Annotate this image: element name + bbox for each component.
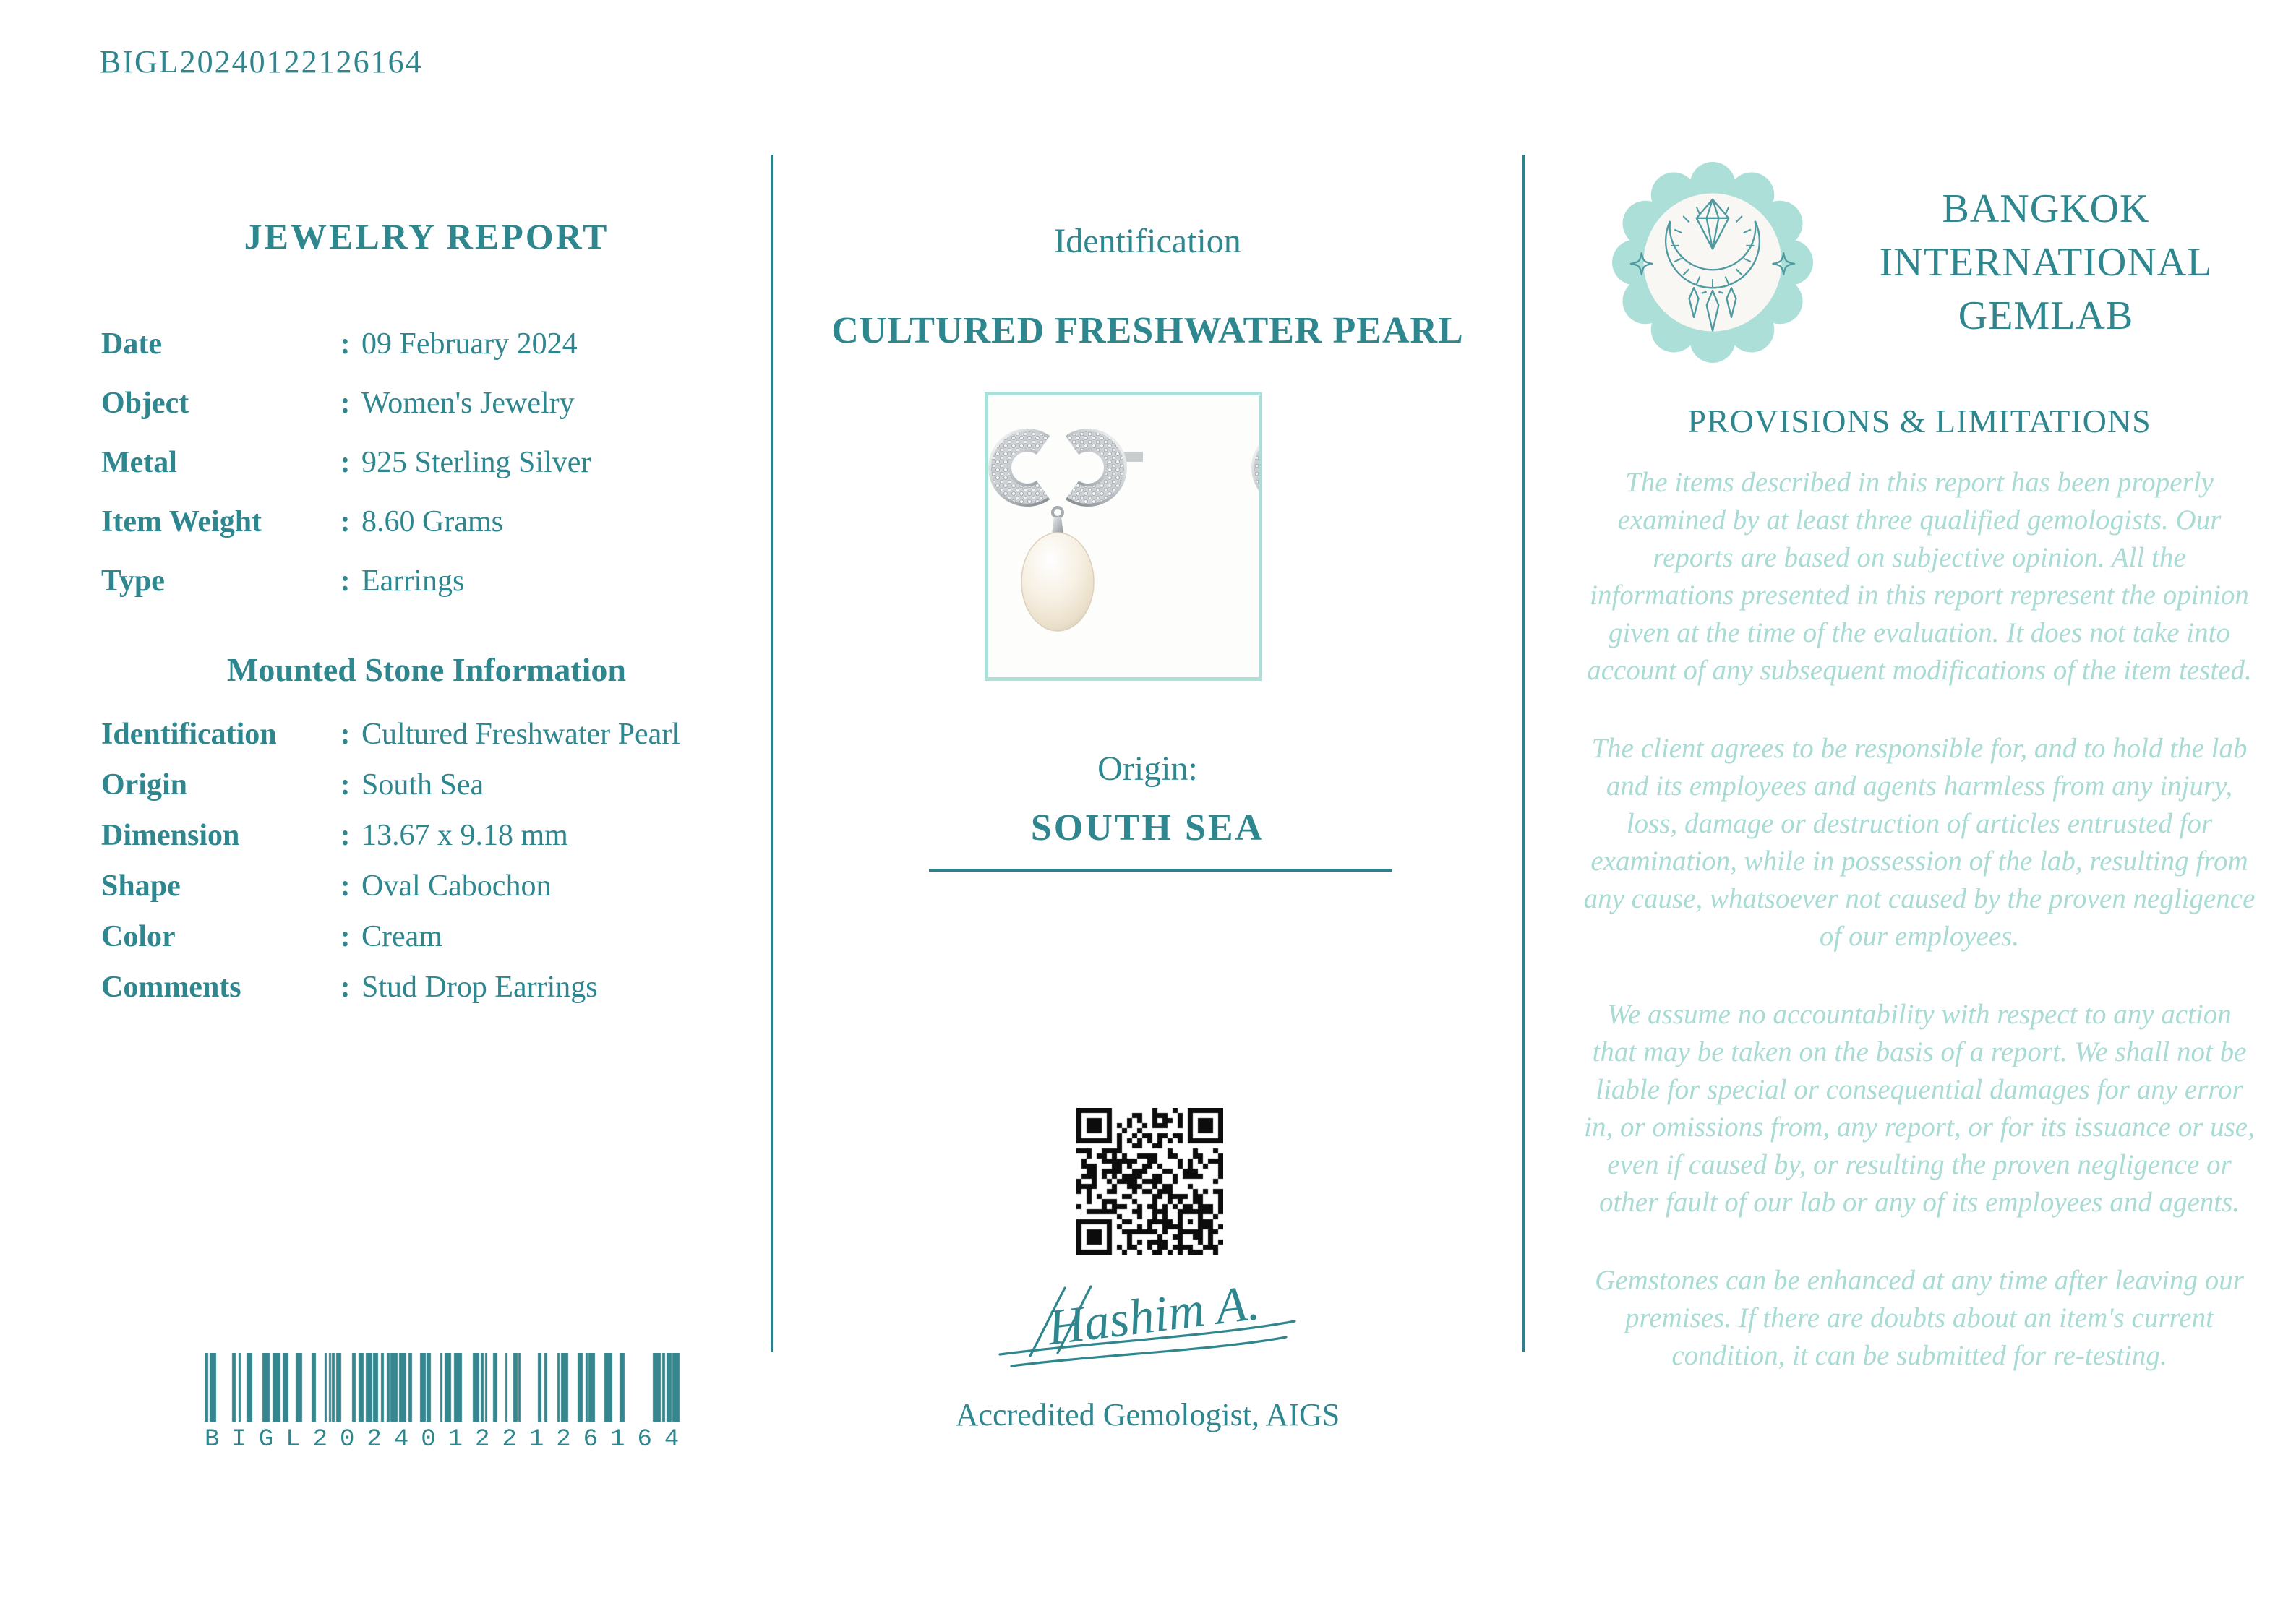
lab-name-line: GEMLAB xyxy=(1958,293,2134,338)
identification-result: CULTURED FRESHWATER PEARL xyxy=(831,310,1464,351)
field-colon: : xyxy=(340,819,351,852)
accredited-gemologist-line: Accredited Gemologist, AIGS xyxy=(955,1397,1340,1432)
field-row-origin xyxy=(101,768,766,802)
lab-name-line: INTERNATIONAL xyxy=(1879,240,2213,285)
qr-code xyxy=(1076,1108,1223,1255)
origin-value: SOUTH SEA xyxy=(1030,807,1265,848)
pearl-earrings-photo xyxy=(988,395,1259,677)
provisions-paragraphs xyxy=(1583,464,2256,1415)
lab-name xyxy=(1822,182,2270,343)
qr-canvas xyxy=(1076,1108,1223,1255)
field-colon: : xyxy=(340,505,351,538)
field-colon: : xyxy=(340,920,351,953)
origin-label: Origin: xyxy=(1097,749,1198,788)
field-colon: : xyxy=(340,768,351,802)
provision-paragraph: Gemstones can be enhanced at any time after leaving our premises. If there are doubts about an item's current condition, it can be submitted for re-testing. xyxy=(1595,1265,2244,1371)
item-fields xyxy=(101,327,766,623)
field-value: 8.60 Grams xyxy=(361,505,503,538)
field-row-shape xyxy=(101,869,766,903)
lab-name-line: BANGKOK xyxy=(1942,186,2150,231)
jewelry-photo-frame xyxy=(985,392,1262,681)
field-row-color xyxy=(101,919,766,954)
field-value: Cream xyxy=(361,920,442,953)
field-label: Origin xyxy=(101,768,188,802)
field-colon: : xyxy=(340,564,351,598)
provision-paragraph: The items described in this report has been properly examined by at least three qualified gemologists. Our reports are based on subjective opinion. All the informations presented in this report represent the opinion given at the time of the evaluation. It does not take into account of any subsequent modifications of the item tested. xyxy=(1587,467,2252,686)
field-colon: : xyxy=(340,971,351,1004)
field-value: 13.67 x 9.18 mm xyxy=(361,819,568,852)
jewelry-report-title: JEWELRY REPORT xyxy=(244,216,609,257)
report-number: BIGL20240122126164 xyxy=(100,44,423,80)
field-row-date xyxy=(101,327,766,361)
field-row-type xyxy=(101,564,766,598)
field-colon: : xyxy=(340,327,351,361)
barcode xyxy=(205,1353,692,1453)
field-label: Object xyxy=(101,387,189,420)
barcode-text: BIGL20240122126164 xyxy=(205,1426,692,1453)
field-label: Dimension xyxy=(101,819,240,852)
provisions-heading: PROVISIONS & LIMITATIONS xyxy=(1687,403,2151,439)
field-value: 925 Sterling Silver xyxy=(361,446,591,479)
field-label: Item Weight xyxy=(101,505,262,538)
field-row-dimension xyxy=(101,818,766,853)
field-label: Comments xyxy=(101,971,241,1004)
field-colon: : xyxy=(340,387,351,420)
field-value: Cultured Freshwater Pearl xyxy=(361,718,680,751)
origin-underline xyxy=(929,869,1392,872)
signature-text: Hashim A. xyxy=(1044,1274,1263,1357)
field-value: 09 February 2024 xyxy=(361,327,578,361)
provision-paragraph: We assume no accountability with respect to any action that may be taken on the basis of a report. We shall not be liable for special or consequential damages for any error in, or omissions from, any report, or for its issuance or use, even if caused by, or resulting the proven negligence or other fault of our lab or any of its employees and agents. xyxy=(1584,999,2255,1218)
field-value: Women's Jewelry xyxy=(361,387,575,420)
field-label: Shape xyxy=(101,869,181,903)
provision-paragraph: The client agrees to be responsible for, and to hold the lab and its employees and agents harmless from any injury, loss, damage or destruction of articles entrusted for examination, while in possession of the lab, resulting from any cause, whatsoever not caused by the proven negligence of our employees. xyxy=(1583,733,2256,952)
field-row-object xyxy=(101,386,766,421)
field-label: Color xyxy=(101,920,176,953)
field-label: Date xyxy=(101,327,162,361)
field-row-identification xyxy=(101,717,766,752)
field-label: Type xyxy=(101,564,165,598)
field-colon: : xyxy=(340,446,351,479)
gemlab-logo-icon xyxy=(1612,162,1813,363)
field-label: Metal xyxy=(101,446,177,479)
gemologist-signature xyxy=(980,1269,1316,1393)
field-row-comments xyxy=(101,970,766,1005)
mounted-stone-heading: Mounted Stone Information xyxy=(226,651,627,688)
column-divider-right xyxy=(1522,155,1525,1352)
field-value: Stud Drop Earrings xyxy=(361,971,598,1004)
field-colon: : xyxy=(340,718,351,751)
identification-section-title: Identification xyxy=(1054,222,1241,260)
field-value: Oval Cabochon xyxy=(361,869,552,903)
field-row-metal xyxy=(101,445,766,480)
field-row-item-weight xyxy=(101,504,766,539)
field-label: Identification xyxy=(101,718,277,751)
mounted-stone-fields xyxy=(101,717,766,1021)
field-colon: : xyxy=(340,869,351,903)
barcode-canvas xyxy=(205,1353,682,1422)
field-value: Earrings xyxy=(361,564,465,598)
field-value: South Sea xyxy=(361,768,484,802)
